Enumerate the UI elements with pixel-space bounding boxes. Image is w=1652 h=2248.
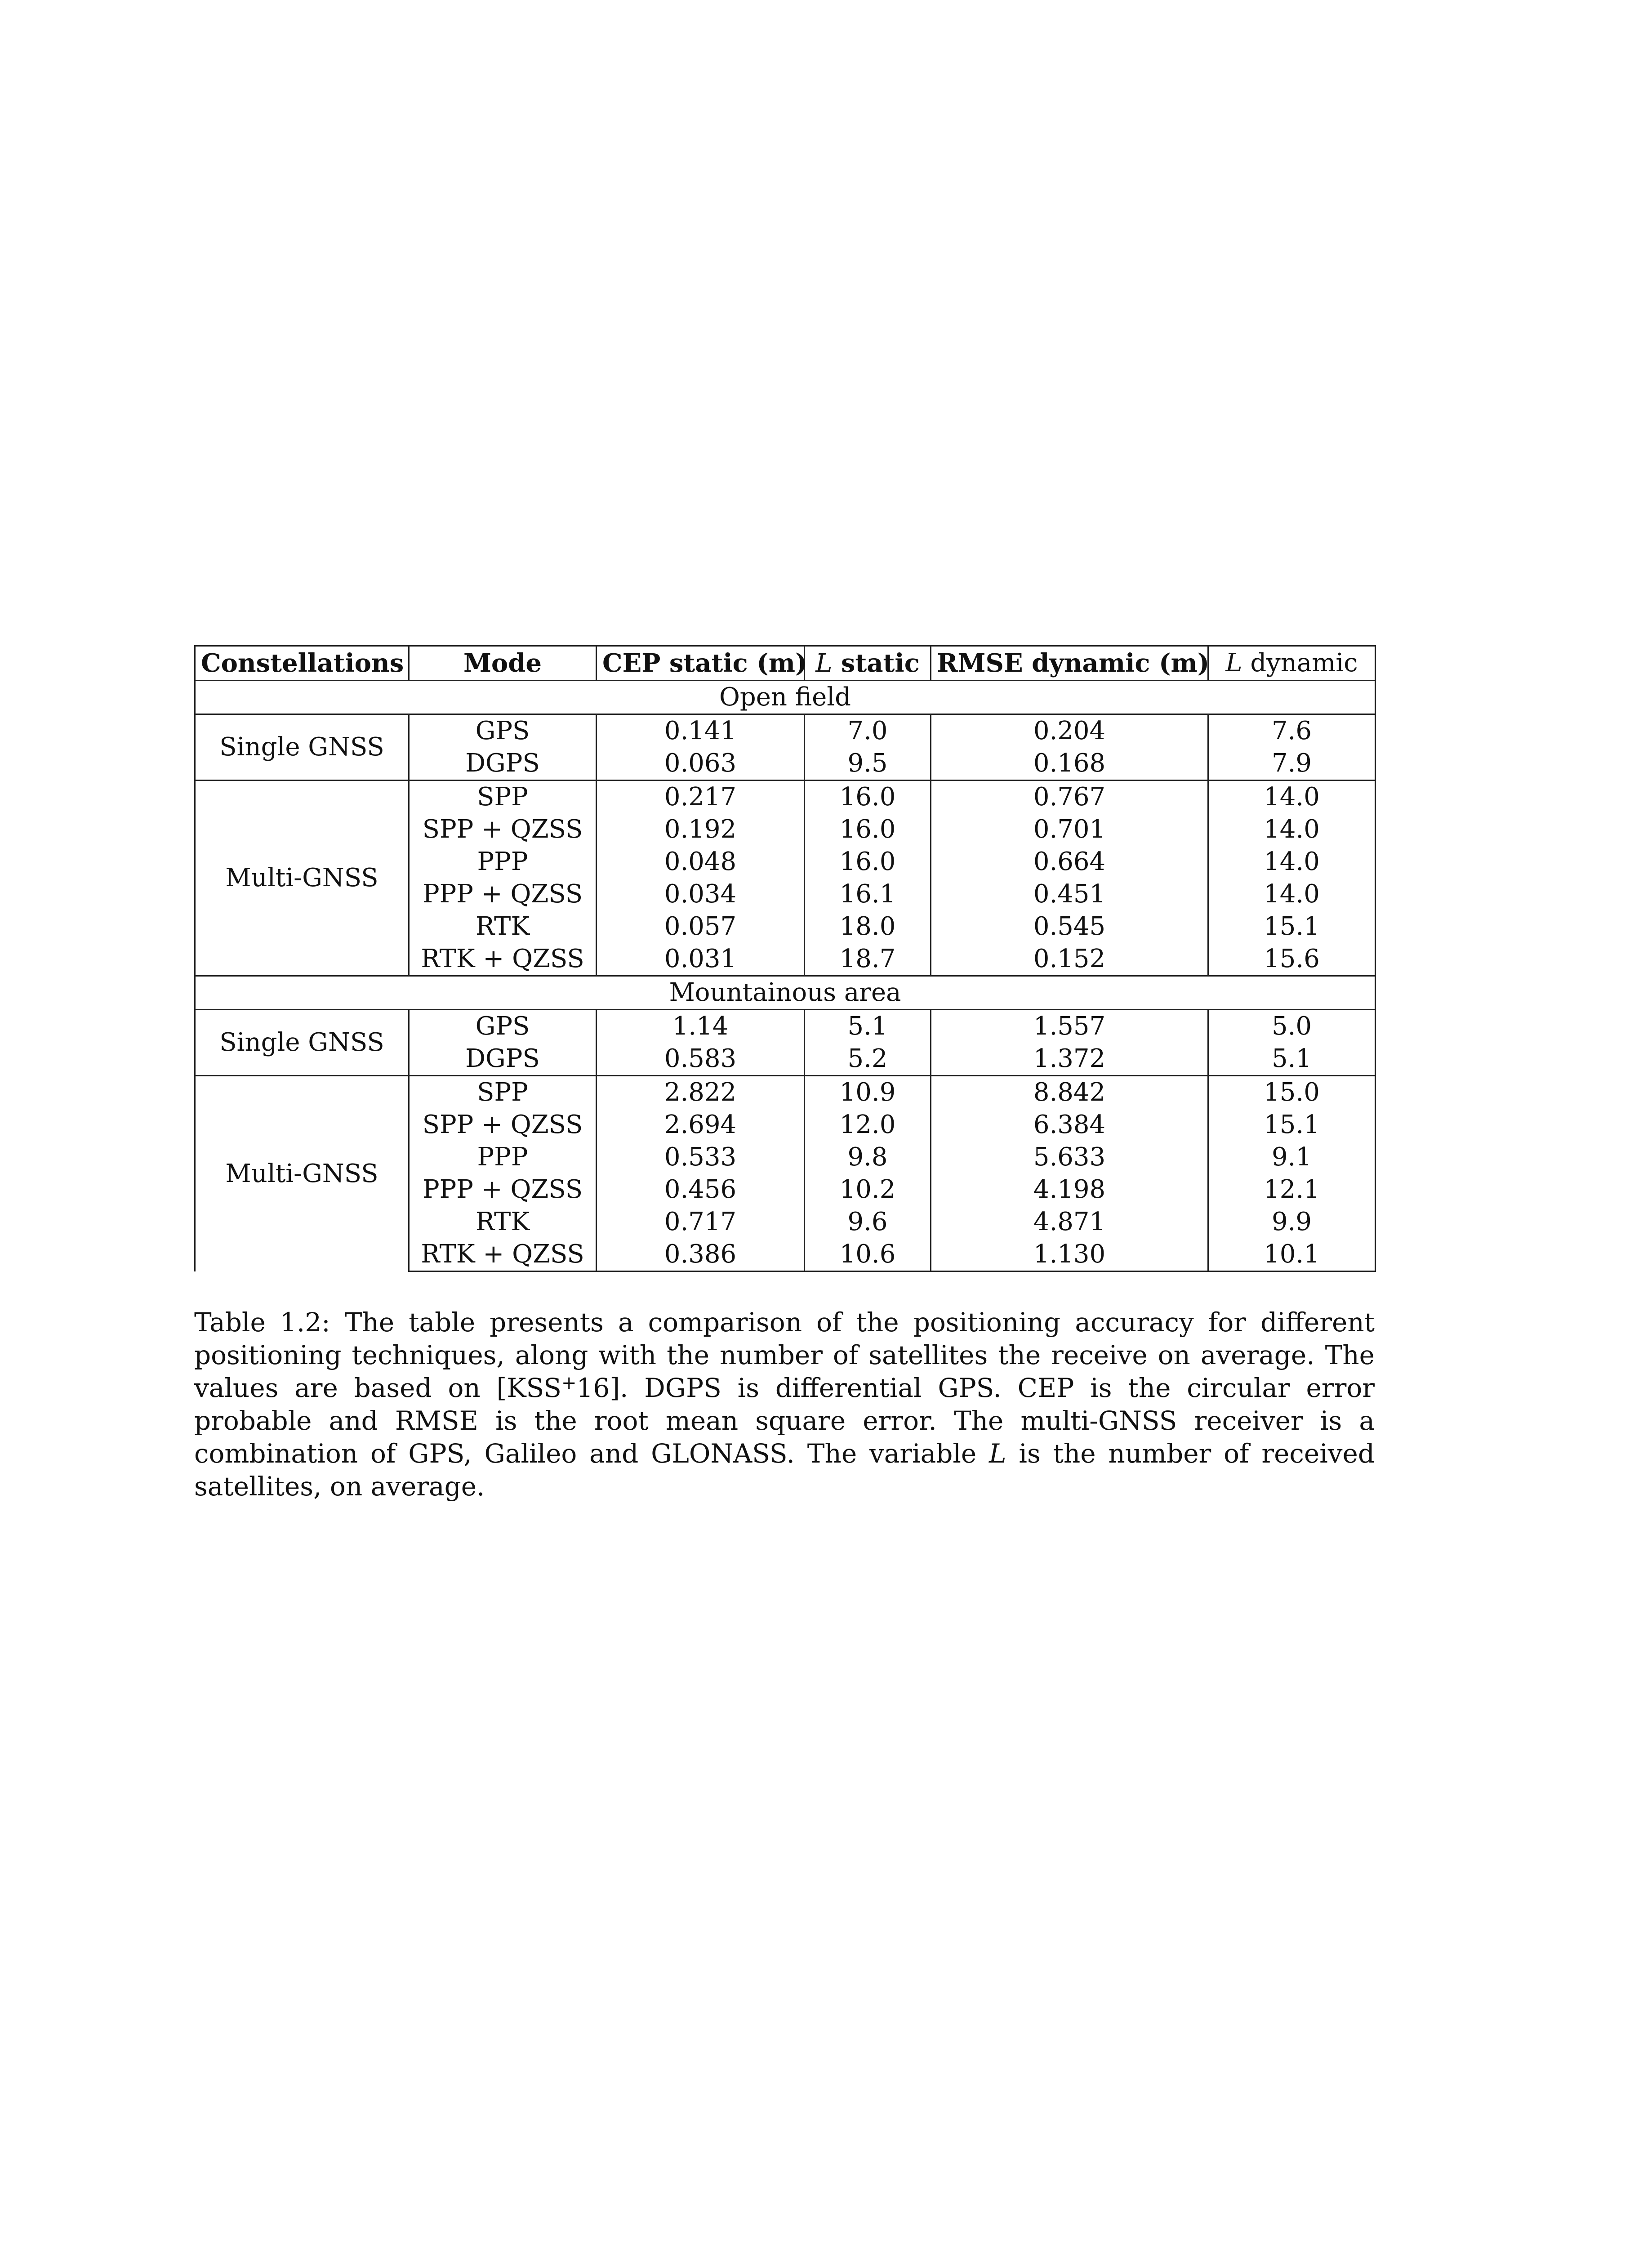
header-mode: Mode [409, 646, 597, 681]
rmse-dynamic-cell: 0.152 [931, 943, 1208, 976]
l-static-cell: 10.2 [805, 1173, 931, 1206]
l-static-cell: 9.8 [805, 1141, 931, 1173]
mode-cell: DGPS [409, 747, 597, 781]
l-dynamic-cell: 5.0 [1208, 1010, 1376, 1043]
caption-text-2: 16]. DGPS is differential GPS. CEP is the circular error probable and RMSE is the root mean square error. The multi-GNSS receiver is a combination of GPS, Galileo and GLONASS. The variable [194, 1373, 1375, 1469]
mode-cell: SPP + QZSS [409, 813, 597, 846]
rmse-dynamic-cell: 1.372 [931, 1043, 1208, 1076]
cep-static-cell: 0.717 [597, 1206, 805, 1238]
l-dynamic-cell: 15.6 [1208, 943, 1376, 976]
rmse-dynamic-cell: 1.130 [931, 1238, 1208, 1271]
table-row [195, 1076, 1376, 1109]
header-rmse-dynamic: RMSE dynamic (m) [931, 646, 1208, 681]
l-static-cell: 9.6 [805, 1206, 931, 1238]
section-row [195, 976, 1376, 1010]
cep-static-cell: 0.063 [597, 747, 805, 781]
cep-static-cell: 0.141 [597, 714, 805, 748]
l-variable: L [1225, 648, 1242, 678]
table-header-row [195, 646, 1376, 681]
positioning-accuracy-table [194, 645, 1376, 1272]
mode-cell: GPS [409, 1010, 597, 1043]
mode-cell: SPP [409, 781, 597, 814]
l-dynamic-cell: 7.6 [1208, 714, 1376, 748]
table-row [195, 714, 1376, 748]
cep-static-cell: 0.057 [597, 910, 805, 943]
mode-cell: RTK + QZSS [409, 943, 597, 976]
l-static-cell: 16.0 [805, 781, 931, 814]
l-static-cell: 12.0 [805, 1109, 931, 1141]
l-dynamic-cell: 15.0 [1208, 1076, 1376, 1109]
rmse-dynamic-cell: 0.204 [931, 714, 1208, 748]
cep-static-cell: 2.694 [597, 1109, 805, 1141]
l-dynamic-cell: 9.9 [1208, 1206, 1376, 1238]
l-static-cell: 16.0 [805, 846, 931, 878]
l-static-cell: 9.5 [805, 747, 931, 781]
l-dynamic-cell: 9.1 [1208, 1141, 1376, 1173]
cep-static-cell: 0.034 [597, 878, 805, 910]
rmse-dynamic-cell: 8.842 [931, 1076, 1208, 1109]
mode-cell: PPP [409, 846, 597, 878]
caption-variable-l: L [989, 1438, 1006, 1469]
l-static-cell: 18.0 [805, 910, 931, 943]
l-static-cell: 7.0 [805, 714, 931, 748]
mode-cell: PPP [409, 1141, 597, 1173]
cep-static-cell: 0.192 [597, 813, 805, 846]
mode-cell: RTK + QZSS [409, 1238, 597, 1271]
constellation-label: Multi-GNSS [195, 1076, 409, 1271]
l-dynamic-cell: 14.0 [1208, 813, 1376, 846]
mode-cell: RTK [409, 1206, 597, 1238]
cep-static-cell: 0.583 [597, 1043, 805, 1076]
cep-static-cell: 0.386 [597, 1238, 805, 1271]
mode-cell: SPP [409, 1076, 597, 1109]
rmse-dynamic-cell: 4.198 [931, 1173, 1208, 1206]
comparison-table-container [194, 645, 1375, 1272]
l-static-cell: 5.2 [805, 1043, 931, 1076]
l-static-cell: 16.1 [805, 878, 931, 910]
rmse-dynamic-cell: 4.871 [931, 1206, 1208, 1238]
cep-static-cell: 1.14 [597, 1010, 805, 1043]
rmse-dynamic-cell: 0.664 [931, 846, 1208, 878]
mode-cell: PPP + QZSS [409, 878, 597, 910]
l-dynamic-cell: 15.1 [1208, 910, 1376, 943]
header-l-static-label: static [832, 648, 920, 678]
caption-text-1: Table 1.2: The table presents a comparison of the positioning accuracy for different positioning techniques, along with the number of satellites the receive on average. The values are based on [KSS [194, 1307, 1375, 1403]
rmse-dynamic-cell: 0.451 [931, 878, 1208, 910]
cep-static-cell: 0.031 [597, 943, 805, 976]
table-row [195, 781, 1376, 814]
header-cep-static: CEP static (m) [597, 646, 805, 681]
header-l-dynamic [1208, 646, 1376, 681]
l-dynamic-cell: 10.1 [1208, 1238, 1376, 1271]
mode-cell: GPS [409, 714, 597, 748]
constellation-label: Single GNSS [195, 714, 409, 781]
l-dynamic-cell: 14.0 [1208, 781, 1376, 814]
l-dynamic-cell: 5.1 [1208, 1043, 1376, 1076]
rmse-dynamic-cell: 0.168 [931, 747, 1208, 781]
l-static-cell: 10.9 [805, 1076, 931, 1109]
header-constellations: Constellations [195, 646, 409, 681]
l-static-cell: 5.1 [805, 1010, 931, 1043]
mode-cell: PPP + QZSS [409, 1173, 597, 1206]
mode-cell: RTK [409, 910, 597, 943]
rmse-dynamic-cell: 0.767 [931, 781, 1208, 814]
l-static-cell: 18.7 [805, 943, 931, 976]
mode-cell: SPP + QZSS [409, 1109, 597, 1141]
header-l-static [805, 646, 931, 681]
cep-static-cell: 0.533 [597, 1141, 805, 1173]
constellation-label: Single GNSS [195, 1010, 409, 1076]
rmse-dynamic-cell: 0.545 [931, 910, 1208, 943]
header-l-dynamic-label: dynamic [1242, 648, 1358, 678]
table-caption [194, 1306, 1375, 1503]
caption-superscript: + [561, 1373, 577, 1393]
section-title: Mountainous area [195, 976, 1376, 1010]
l-dynamic-cell: 15.1 [1208, 1109, 1376, 1141]
l-static-cell: 16.0 [805, 813, 931, 846]
mode-cell: DGPS [409, 1043, 597, 1076]
table-body [195, 681, 1376, 1271]
caption-text-3: is the number of received satellites, on average. [194, 1438, 1375, 1502]
rmse-dynamic-cell: 5.633 [931, 1141, 1208, 1173]
cep-static-cell: 2.822 [597, 1076, 805, 1109]
rmse-dynamic-cell: 1.557 [931, 1010, 1208, 1043]
l-dynamic-cell: 14.0 [1208, 846, 1376, 878]
l-dynamic-cell: 7.9 [1208, 747, 1376, 781]
l-static-cell: 10.6 [805, 1238, 931, 1271]
cep-static-cell: 0.048 [597, 846, 805, 878]
cep-static-cell: 0.456 [597, 1173, 805, 1206]
rmse-dynamic-cell: 0.701 [931, 813, 1208, 846]
l-dynamic-cell: 14.0 [1208, 878, 1376, 910]
table-row [195, 1010, 1376, 1043]
section-row [195, 681, 1376, 714]
constellation-label: Multi-GNSS [195, 781, 409, 976]
cep-static-cell: 0.217 [597, 781, 805, 814]
section-title: Open field [195, 681, 1376, 714]
l-variable: L [815, 648, 833, 678]
rmse-dynamic-cell: 6.384 [931, 1109, 1208, 1141]
l-dynamic-cell: 12.1 [1208, 1173, 1376, 1206]
